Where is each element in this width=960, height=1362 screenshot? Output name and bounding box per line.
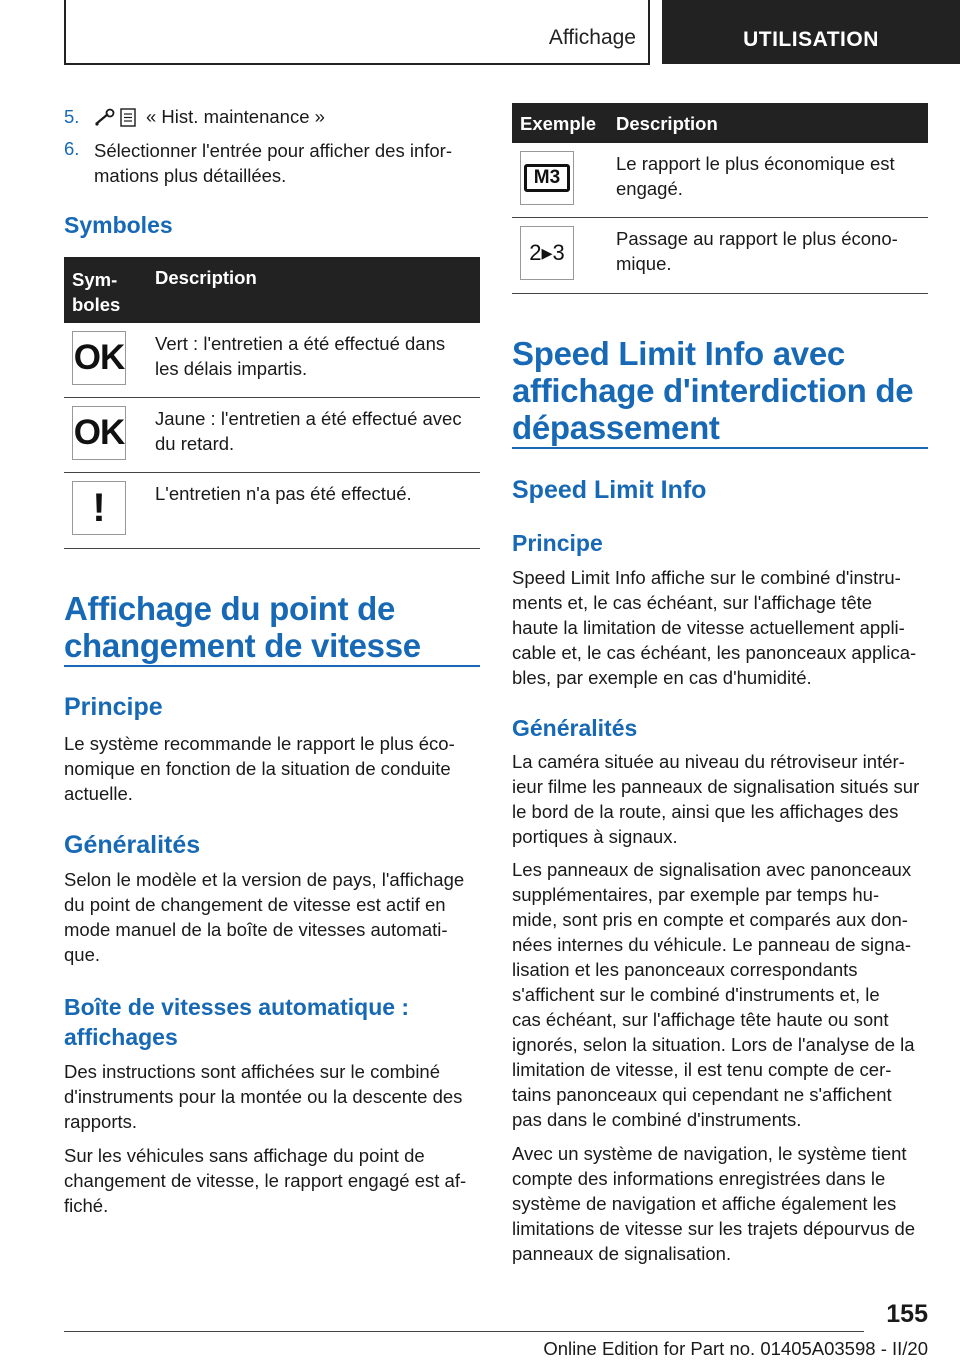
- speed-limit-info-heading: Speed Limit Info: [512, 476, 707, 504]
- symbol-desc-green: Vert : l'entretien a été effectué dans les délais impartis.: [155, 333, 446, 379]
- example-desc-2: Passage au rapport le plus écono- mique.: [616, 228, 898, 274]
- principe-text: Le système recommande le rapport le plus éco- nomique en fonction de la situation de conduite actuelle.: [64, 733, 455, 804]
- footer-edition: Online Edition for Part no. 01405A03598 - II/20: [543, 1338, 928, 1359]
- row-divider: [512, 293, 928, 294]
- step-text: Sélectionner l'entrée pour afficher des infor- mations plus détaillées.: [94, 140, 452, 186]
- col-description: Description: [155, 267, 257, 288]
- example-desc-1: Le rapport le plus économique est engagé.: [616, 153, 895, 199]
- header-section-title: Affichage: [548, 26, 636, 49]
- shift-point-title: Affichage du point de changement de vitesse: [64, 590, 421, 664]
- title-underline: [64, 665, 480, 667]
- col-description: Description: [616, 113, 718, 134]
- generalites-text-1: La caméra située au niveau du rétroviseur intér- ieur filme les panneaux de signalisation situés sur le bord de la route, ainsi que les affichages des portiques à signaux.: [512, 751, 920, 847]
- generalites-heading: Généralités: [64, 831, 201, 859]
- title-underline: [512, 447, 928, 449]
- ok-yellow-icon: OK: [72, 406, 126, 460]
- generalites-text-2: Les panneaux de signalisation avec panonceaux supplémentaires, par exemple par temps hu- mide, sont pris en compte et comparés aux don- nées internes du véhicule. Le panneau de signa- lisation et les panonceaux correspondants s'affichent sur le combiné d'instruments et, le cas échéant, sur l'affichage tête haute ou sont ignorés, selon la situation. Lors de l'analyse de la limitation de vitesse, il est tenu compte de cer- tains panonceaux qui cependant ne s'affichent pas dans le combiné d'instruments.: [512, 859, 915, 1130]
- symbols-heading: Symboles: [64, 212, 173, 238]
- col-symboles: Sym- boles: [72, 269, 121, 315]
- generalites-text-3: Avec un système de navigation, le système tient compte des informations enregistrées dans le système de navigation et affiche également les limitations de vitesse sur les trajets dépourvus de panneaux de signalisation.: [512, 1143, 916, 1264]
- list-icon: [120, 107, 136, 132]
- generalites-heading: Généralités: [512, 715, 638, 741]
- row-divider: [64, 397, 480, 398]
- auto-gearbox-text: Des instructions sont affichées sur le combiné d'instruments pour la montée ou la descente des rapports.: [64, 1061, 463, 1132]
- speed-limit-title: Speed Limit Info avec affichage d'interdiction de dépassement: [512, 335, 914, 446]
- symbol-desc-yellow: Jaune : l'entretien a été effectué avec du retard.: [155, 408, 462, 454]
- symbol-desc-missed: L'entretien n'a pas été effectué.: [155, 483, 412, 504]
- header-chapter-tab: UTILISATION: [662, 0, 960, 64]
- auto-gearbox-text-2: Sur les véhicules sans affichage du point de changement de vitesse, le rapport engagé est af- fiché.: [64, 1145, 467, 1216]
- row-divider: [64, 548, 480, 549]
- auto-gearbox-heading: Boîte de vitesses automatique : affichages: [64, 994, 410, 1050]
- step-number: 5.: [64, 106, 80, 127]
- example-table-header: [512, 103, 928, 143]
- gear-m3-icon: M3: [520, 151, 574, 205]
- header-rule-right: [648, 0, 650, 64]
- page-number: 155: [886, 1300, 928, 1328]
- principe-text: Speed Limit Info affiche sur le combiné d'instru- ments et, le cas échéant, sur l'affichage tête haute la limitation de vitesse actuellement appli- cable et, le cas échéant, les panonceaux applica- bles, par exemple en cas d'humidité.: [512, 567, 917, 688]
- row-divider: [512, 217, 928, 218]
- principe-heading: Principe: [64, 693, 163, 721]
- generalites-text: Selon le modèle et la version de pays, l'affichage du point de changement de vitesse est actif en mode manuel de la boîte de vitesses automati- que.: [64, 869, 465, 965]
- principe-heading: Principe: [512, 530, 603, 556]
- gear-shift-up-icon: 2▸3: [520, 226, 574, 280]
- exclamation-icon: !: [72, 481, 126, 535]
- footer-rule: [64, 1331, 864, 1332]
- step-number: 6.: [64, 138, 80, 159]
- wrench-icon: [94, 108, 118, 133]
- step-5: [64, 106, 480, 132]
- col-exemple: Exemple: [520, 113, 597, 134]
- ok-green-icon: OK: [72, 331, 126, 385]
- header-rule-left: [64, 0, 66, 64]
- header-rule-bottom: [64, 63, 650, 65]
- step-text: « Hist. maintenance »: [146, 106, 325, 127]
- row-divider: [64, 472, 480, 473]
- symbols-table-header: [64, 257, 480, 323]
